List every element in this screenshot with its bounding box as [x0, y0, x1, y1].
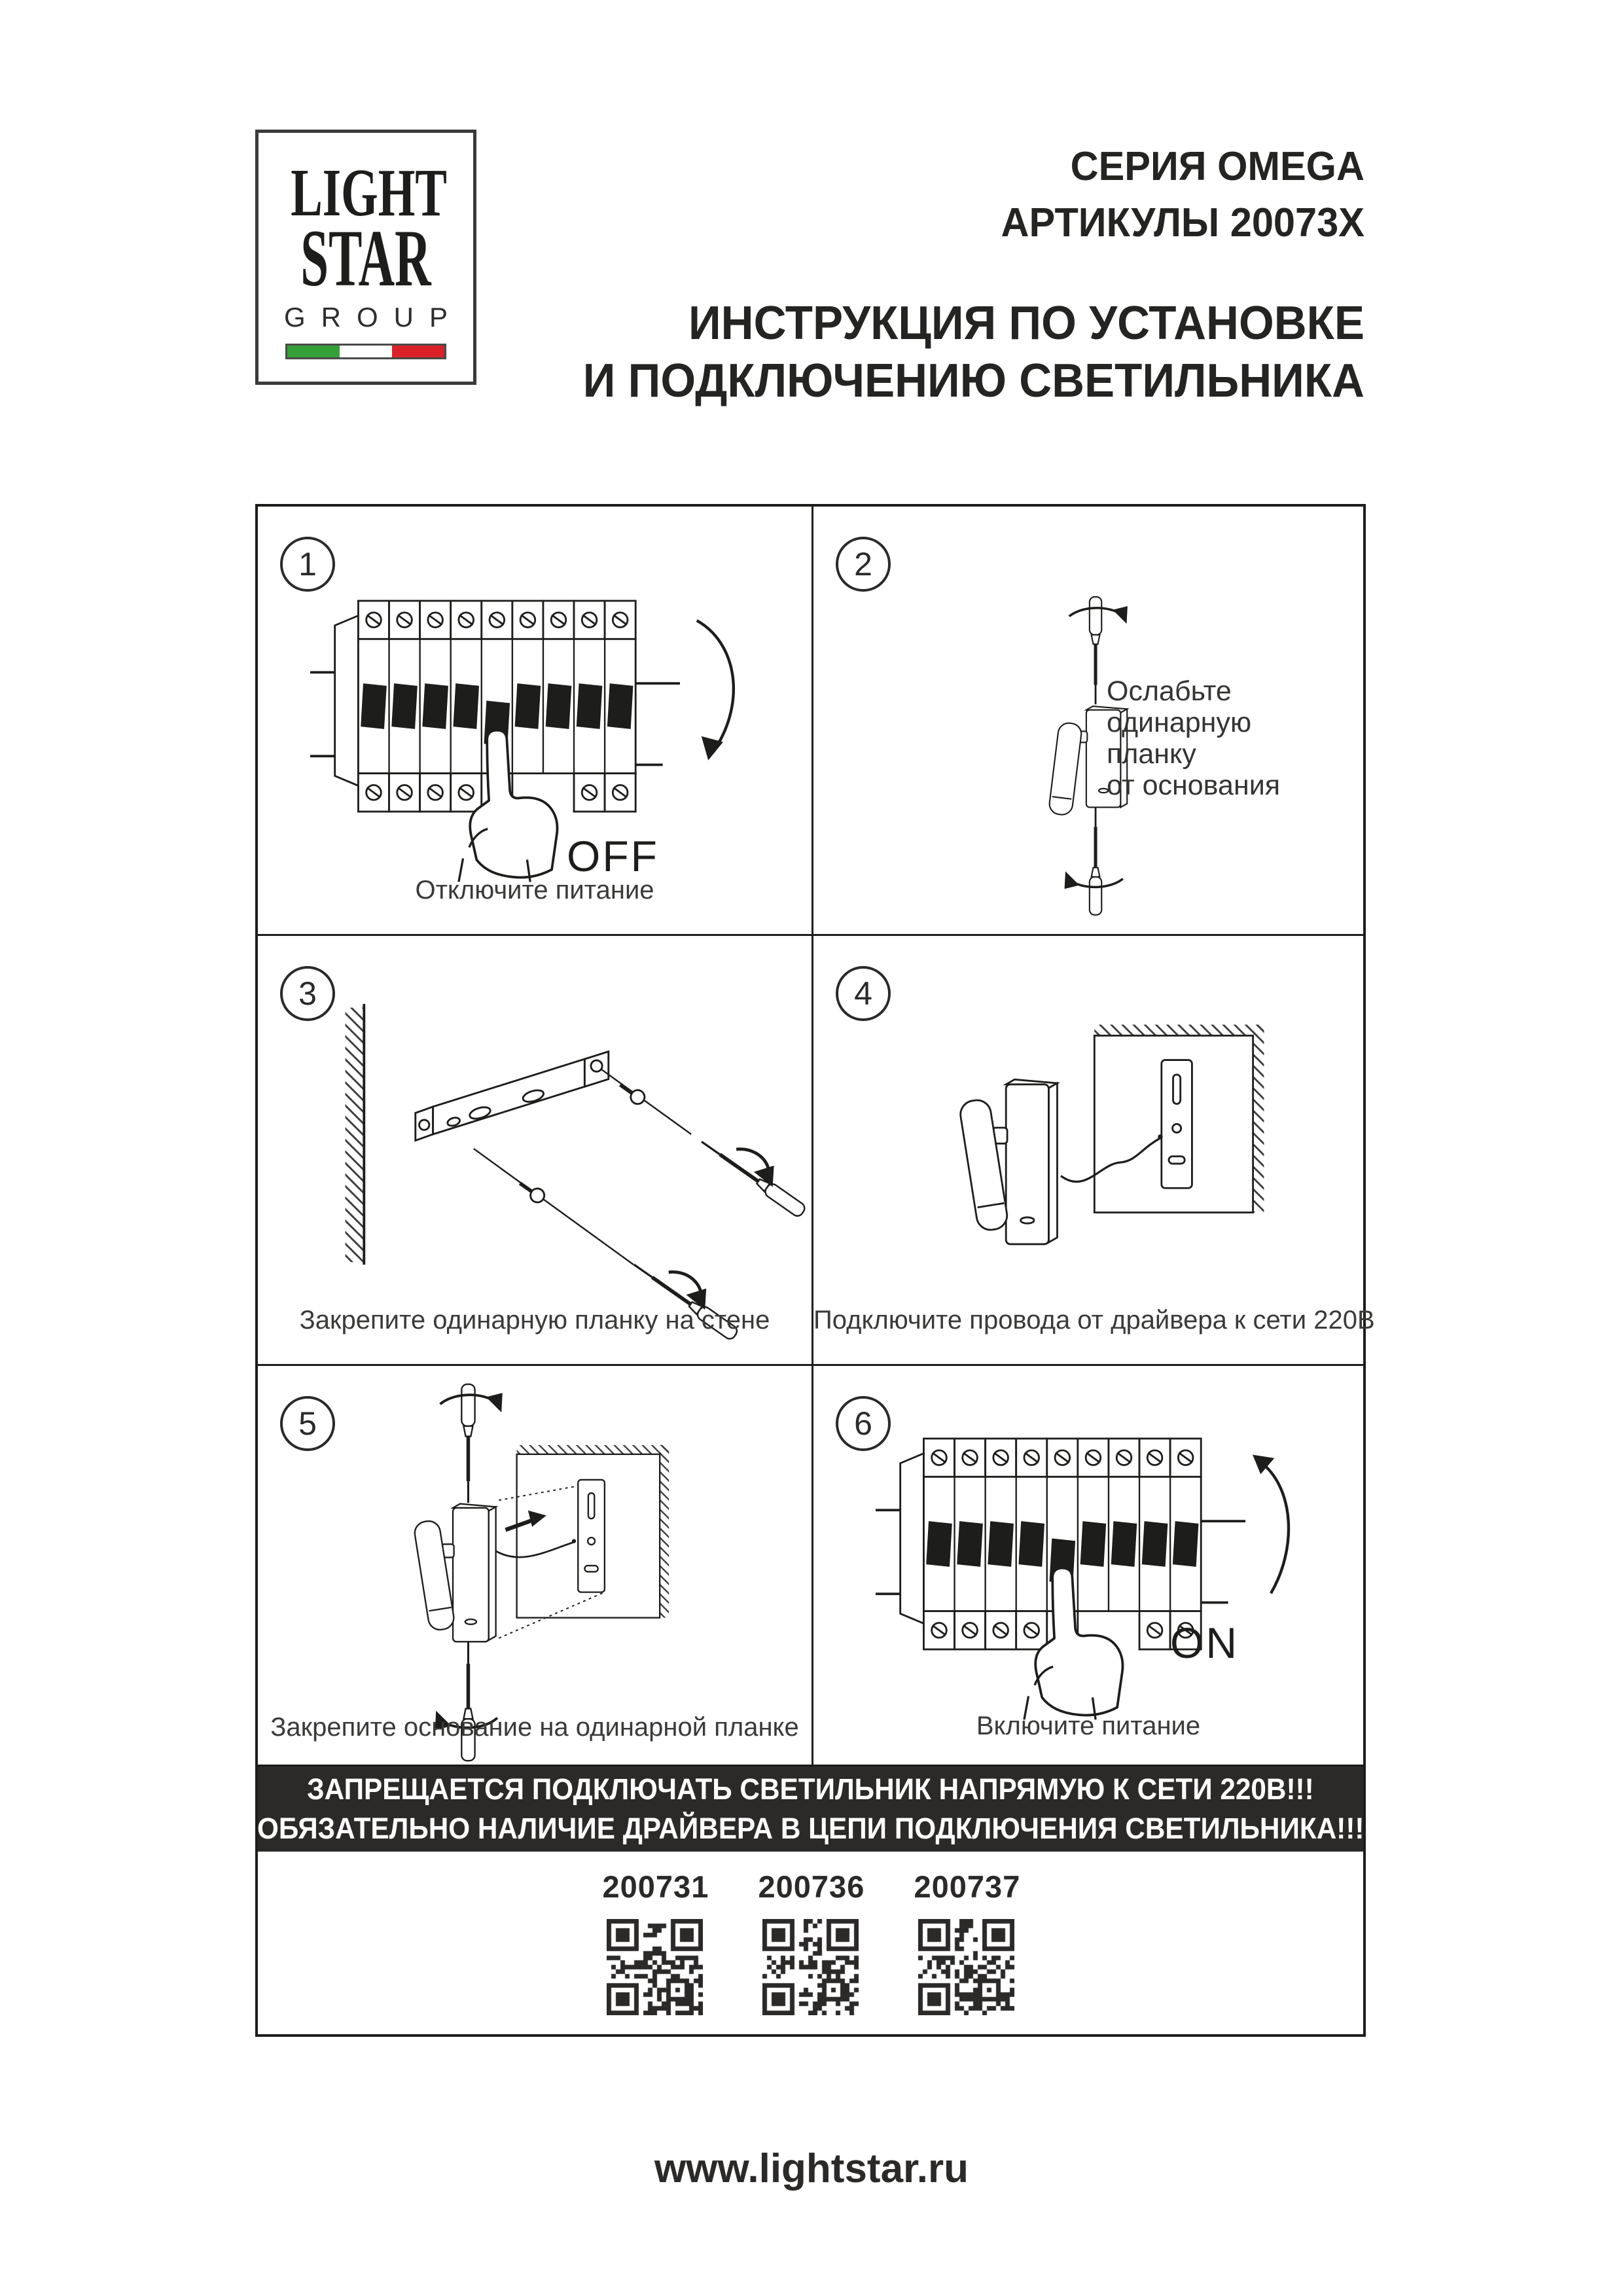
step-1-caption: Отключите питание: [415, 876, 654, 905]
article-item: [914, 1869, 1019, 2034]
document-header: [583, 139, 1364, 410]
step-number: 1: [298, 546, 317, 583]
step-number: 2: [854, 546, 872, 583]
series-title: СЕРИЯ OMEGA: [1070, 144, 1364, 189]
article-code: 200737: [914, 1869, 1021, 1904]
article-code: 200736: [758, 1869, 865, 1904]
arrow-up-icon: [1239, 1444, 1308, 1608]
step-5-cell: [258, 1366, 813, 1767]
driver-wiring-illustration: [905, 1011, 1272, 1280]
arrow-down-icon: [687, 608, 755, 772]
circuit-breaker-off-illustration: [310, 569, 680, 865]
step-4-caption: Подключите провода от драйвера к сети 220В: [813, 1306, 1375, 1335]
website-url: www.lightstar.ru: [654, 2146, 969, 2191]
step-1-cell: [258, 507, 813, 936]
step-number: 5: [298, 1405, 317, 1442]
step-4-cell: [813, 936, 1375, 1366]
mounting-plate-wall-illustration: [320, 1001, 772, 1327]
flag-white: [340, 346, 392, 357]
instruction-title-line2: И ПОДКЛЮЧЕНИЮ СВЕТИЛЬНИКА: [582, 355, 1364, 407]
step-number: 4: [854, 975, 872, 1012]
step-5-caption: Закрепите основание на одинарной планке: [270, 1713, 799, 1742]
warning-line-1: ЗАПРЕЩАЕТСЯ ПОДКЛЮЧАТЬ СВЕТИЛЬНИК НАПРЯМУЮ К СЕТИ 220В!!!: [307, 1772, 1314, 1806]
step-3-cell: [258, 936, 813, 1366]
qr-code: [918, 1919, 1014, 2015]
step-2-cell: [813, 507, 1363, 936]
step-5-number-badge: [280, 1396, 335, 1451]
logo-text-star: STAR: [300, 213, 431, 303]
base-mounting-illustration: [343, 1372, 670, 1740]
step-2-number-badge: [836, 537, 891, 592]
qr-code: [762, 1919, 859, 2015]
qr-code: [607, 1919, 703, 2015]
step-2-caption: Ослабьте одинарную планку от основания: [1107, 675, 1281, 801]
logo-text-light: LIGHT: [291, 155, 447, 230]
step-4-number-badge: [836, 966, 891, 1021]
off-label: OFF: [567, 832, 659, 880]
flag-green: [287, 346, 340, 357]
instruction-title-line1: ИНСТРУКЦИЯ ПО УСТАНОВКЕ: [688, 297, 1364, 350]
articles-title: АРТИКУЛЫ 20073Х: [1001, 200, 1364, 245]
italian-flag-bar: [285, 344, 446, 359]
article-item: [758, 1869, 863, 2034]
article-code: 200731: [602, 1869, 709, 1904]
warning-banner: [258, 1767, 1363, 1852]
article-item: [603, 1869, 707, 2034]
step-6-cell: [813, 1366, 1363, 1767]
lightstar-logo: [255, 130, 476, 385]
instruction-steps-table: [255, 504, 1375, 2037]
logo-text-group: GROUP: [283, 302, 463, 332]
step-3-caption: Закрепите одинарную планку на стене: [299, 1306, 770, 1335]
article-codes-row: [258, 1852, 1363, 2034]
step-number: 6: [854, 1405, 872, 1442]
step-6-caption: Включите питание: [976, 1712, 1201, 1740]
flag-red: [392, 346, 444, 357]
warning-line-2: ОБЯЗАТЕЛЬНО НАЛИЧИЕ ДРАЙВЕРА В ЦЕПИ ПОДКЛЮЧЕНИЯ СВЕТИЛЬНИКА!!!: [257, 1812, 1364, 1845]
step-number: 3: [298, 975, 317, 1012]
on-label: ON: [1170, 1619, 1239, 1667]
